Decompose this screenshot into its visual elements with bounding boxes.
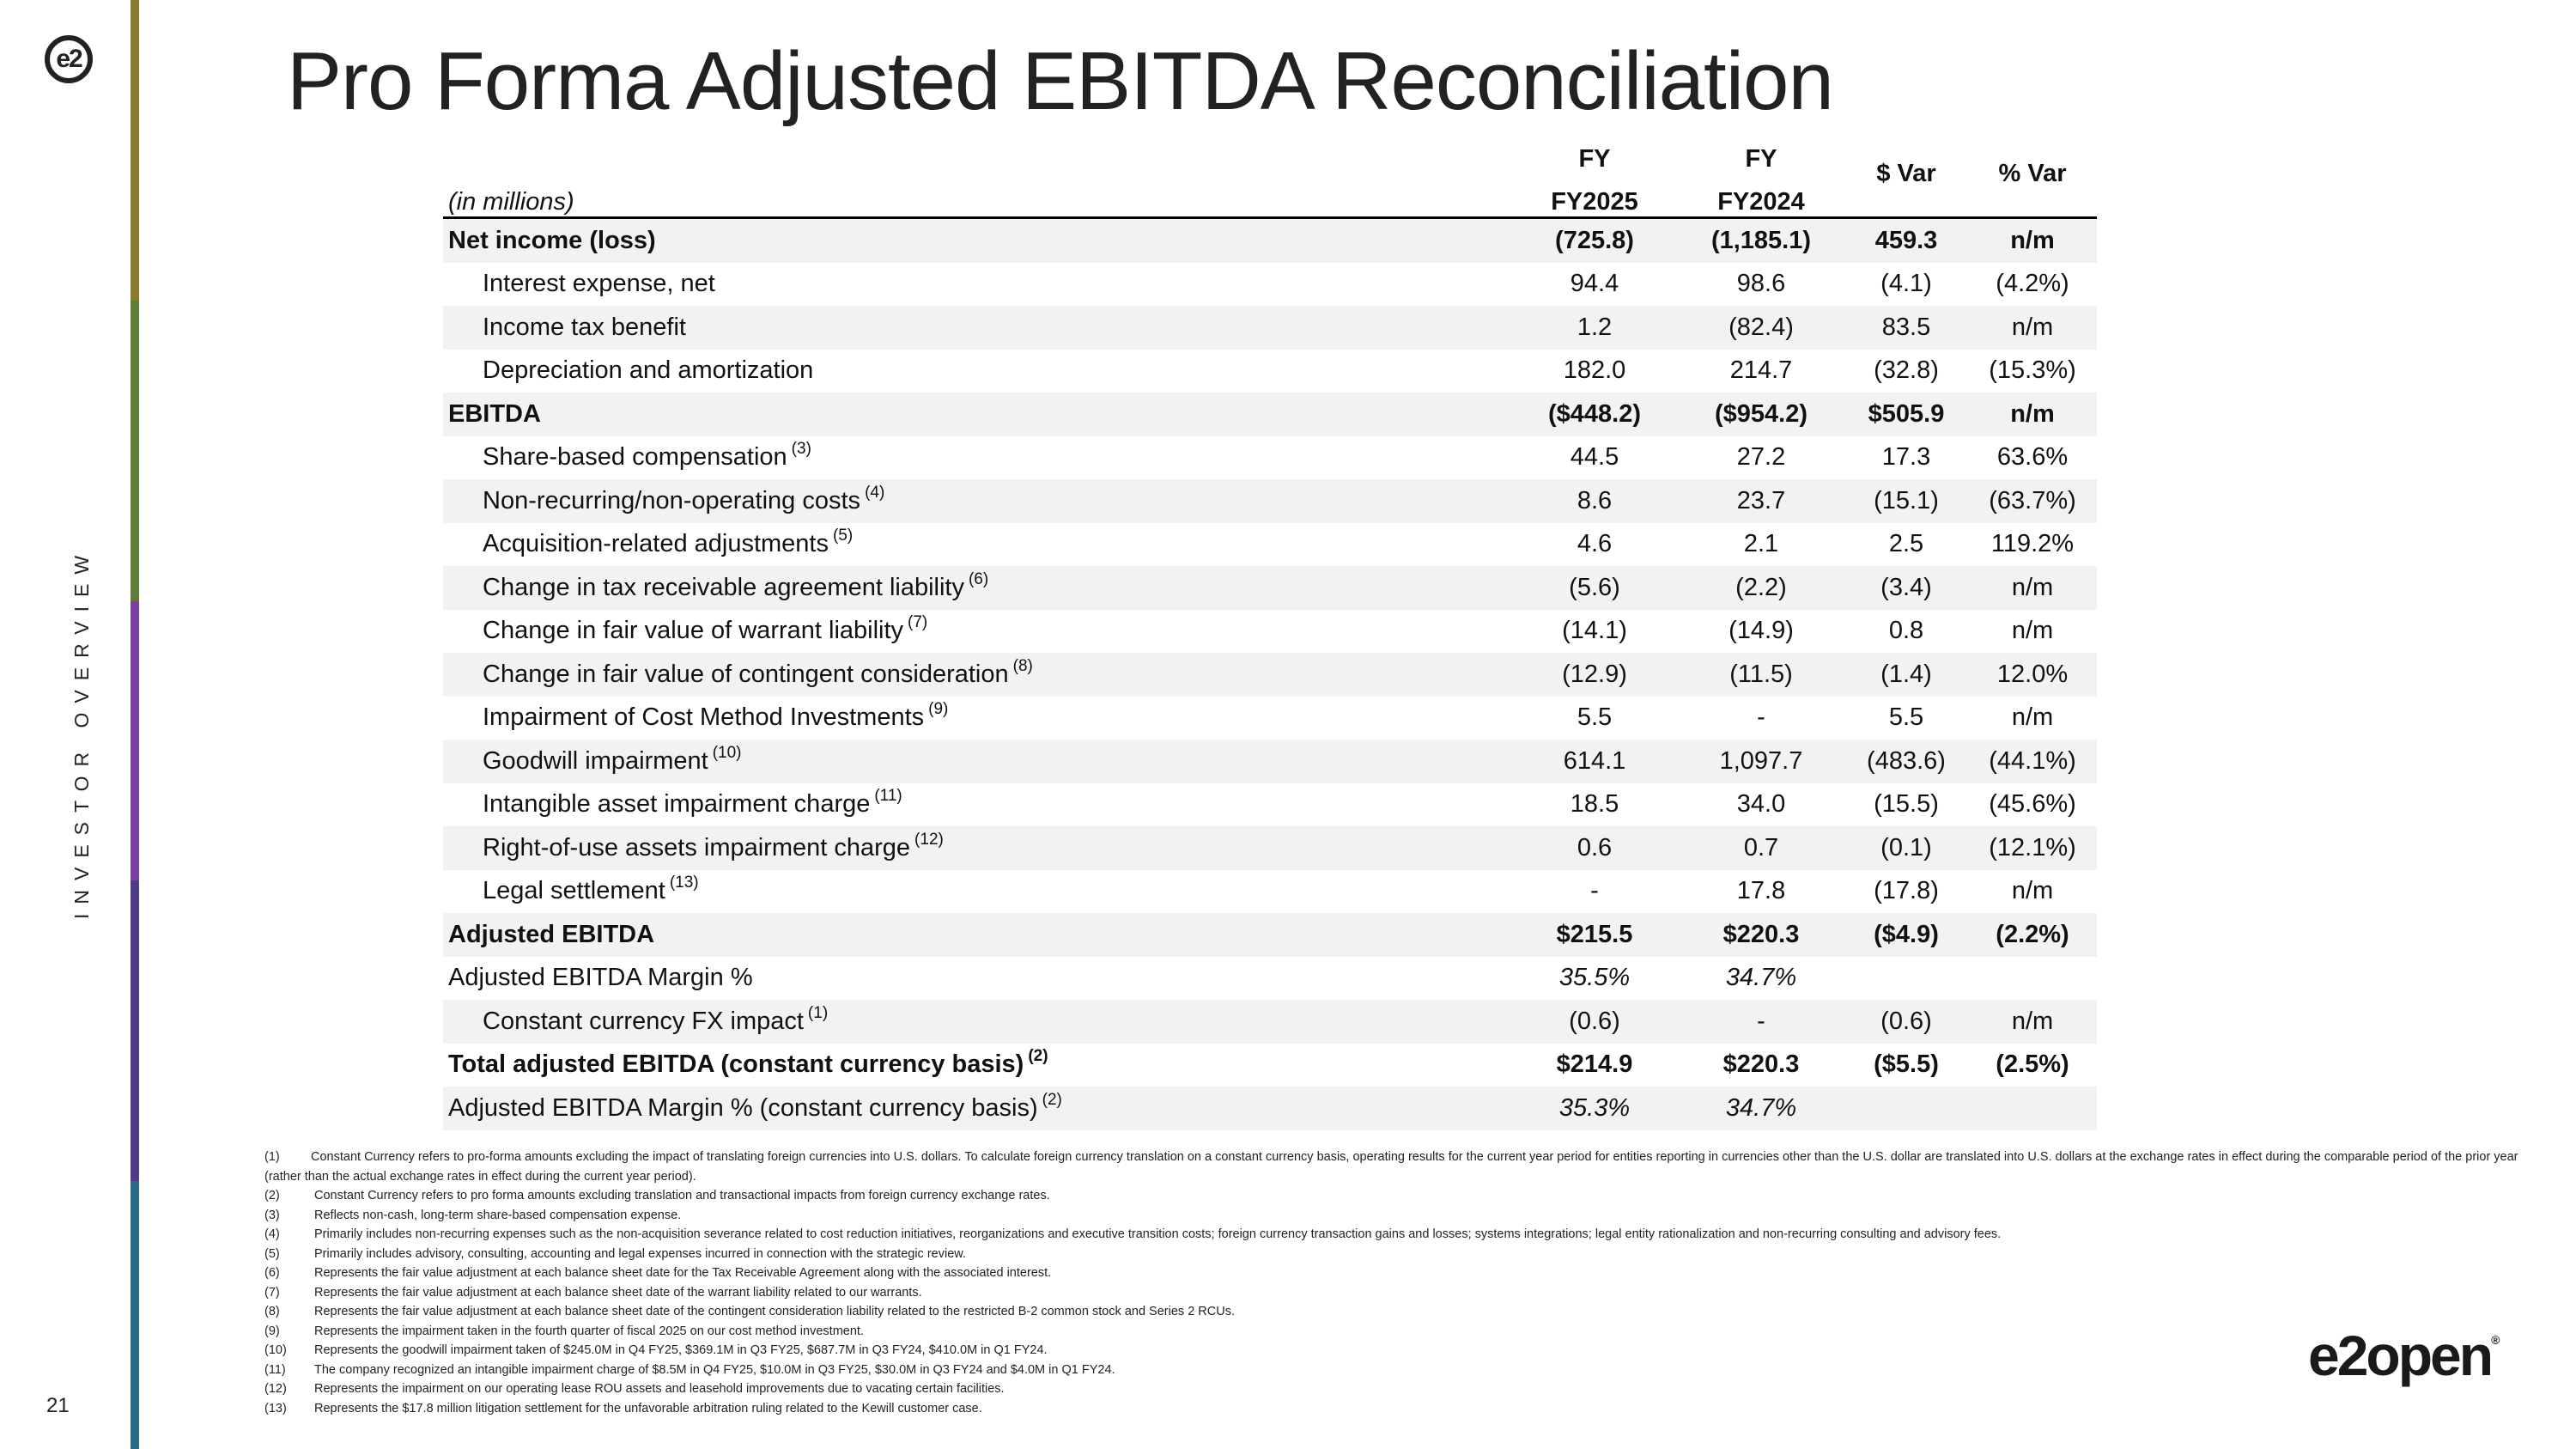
footnote-text: Reflects non-cash, long-term share-based compensation expense.: [314, 1208, 682, 1222]
footnote: [264, 1148, 2523, 1186]
table-row: [443, 393, 2097, 436]
footnote: [264, 1225, 2523, 1245]
row-label-text: Legal settlement: [483, 877, 665, 905]
cell-fy2025: (12.9): [1511, 653, 1678, 697]
row-label: [443, 218, 1511, 263]
cell-percent-var: n/m: [2011, 703, 2054, 732]
footnote-ref: (13): [669, 874, 699, 892]
cell-fy2024: -: [1678, 1000, 1844, 1044]
units-label: (in millions): [443, 174, 1511, 218]
cell-dollar-var: (17.8): [1874, 877, 1939, 905]
cell-dollar-var: 83.5: [1844, 306, 1968, 350]
cell-dollar-var: (15.1): [1844, 479, 1968, 523]
table-row: [443, 913, 2097, 957]
row-label: [443, 523, 1511, 567]
cell-fy2025: 18.5: [1570, 790, 1619, 819]
footnote-text: Represents the fair value adjustment at each balance sheet date for the Tax Receivable Agreement along with the associated interest.: [314, 1266, 1052, 1280]
accent-stripe-1: [131, 0, 139, 301]
row-label-text: Change in fair value of contingent consideration: [483, 660, 1009, 688]
cell-fy2024: (82.4): [1678, 306, 1844, 350]
cell-percent-var: n/m: [1968, 1000, 2097, 1044]
row-label-text: Income tax benefit: [483, 313, 686, 341]
cell-percent-var: (12.1%): [1968, 826, 2097, 870]
cell-fy2024: 214.7: [1729, 356, 1793, 385]
table-row: [443, 479, 2097, 523]
cell-percent-var: n/m: [1968, 306, 2097, 350]
col-header-fy2025-top: FY: [1578, 145, 1611, 173]
wordmark-text: e2open: [2308, 1324, 2492, 1387]
table-row: [443, 610, 2097, 654]
cell-dollar-var: 5.5: [1888, 703, 1924, 732]
table-row: [443, 1044, 2097, 1087]
e2-logo: e2: [45, 35, 93, 83]
footnote-text: Represents the fair value adjustment at each balance sheet date of the warrant liability related to our warrants.: [314, 1285, 922, 1300]
row-label: [443, 740, 1511, 783]
cell-dollar-var: 2.5: [1888, 530, 1924, 558]
table-row: [443, 436, 2097, 480]
cell-percent-var: (2.2%): [1968, 913, 2097, 957]
footnote-number: (6): [264, 1266, 280, 1280]
cell-fy2025: (725.8): [1511, 218, 1678, 263]
e2open-wordmark: [2308, 1323, 2500, 1388]
cell-fy2024: 0.7: [1678, 826, 1844, 870]
cell-fy2025: 35.3%: [1511, 1087, 1678, 1130]
section-label: INVESTOR OVERVIEW: [70, 545, 93, 919]
cell-percent-var: n/m: [2011, 617, 2054, 645]
footnote-text: Constant Currency refers to pro forma amounts excluding translation and transactional impacts from foreign currency exchange rates.: [314, 1189, 1050, 1202]
row-label-text: Share-based compensation: [483, 443, 787, 472]
cell-fy2024: 34.0: [1736, 790, 1786, 819]
cell-percent-var: 12.0%: [1968, 653, 2097, 697]
cell-fy2025: ($448.2): [1511, 393, 1678, 436]
footnote-number: (3): [264, 1208, 280, 1222]
cell-fy2024: ($954.2): [1678, 393, 1844, 436]
row-label: [443, 1000, 1511, 1044]
accent-stripe-2: [131, 301, 139, 601]
footnote-text: Primarily includes advisory, consulting, accounting and legal expenses incurred in connection with the strategic review.: [314, 1246, 966, 1261]
cell-dollar-var: ($5.5): [1874, 1050, 1939, 1079]
reconciliation-table: [443, 131, 2097, 1130]
footnote-number: (10): [264, 1343, 287, 1357]
footnote-text: Constant Currency refers to pro-forma amounts excluding the impact of translating foreign currencies into U.S. dollars. To calculate foreign currency translation on a constant currency basis, operating results for the current year period for entities reporting in currencies other than the U.S. dollar are translated into U.S. dollars at the exchange rates in effect during the comparable period of the prior year (rather than the actual exchange rates in effect during the current year period).: [264, 1150, 2518, 1184]
cell-fy2024: 1,097.7: [1678, 740, 1844, 783]
table-row: [443, 523, 2097, 567]
cell-percent-var: (63.7%): [1968, 479, 2097, 523]
cell-dollar-var: ($4.9): [1844, 913, 1968, 957]
table-row: [443, 566, 2097, 610]
row-label: [443, 306, 1511, 350]
cell-fy2024: 27.2: [1736, 443, 1786, 472]
row-label: [443, 826, 1511, 870]
cell-fy2025: -: [1590, 877, 1599, 905]
cell-fy2025: 182.0: [1563, 356, 1626, 385]
cell-fy2025: (0.6): [1511, 1000, 1678, 1044]
table-row: [443, 350, 2097, 393]
col-header-percent-var: % Var: [1968, 131, 2097, 218]
row-label: [443, 870, 1511, 914]
cell-percent-var: (45.6%): [1989, 790, 2076, 819]
cell-dollar-var: (4.1): [1880, 270, 1932, 298]
footnote-ref: (6): [968, 569, 989, 588]
row-label: [443, 653, 1511, 697]
footnote-number: (9): [264, 1324, 280, 1338]
cell-fy2025: (14.1): [1562, 617, 1627, 645]
footnote-ref: (8): [1012, 656, 1033, 675]
table-row: [443, 826, 2097, 870]
footnotes: [264, 1148, 2523, 1418]
row-label-text: Adjusted EBITDA: [448, 920, 655, 948]
page-number: 21: [46, 1394, 70, 1417]
cell-fy2024: $220.3: [1722, 1050, 1800, 1079]
cell-fy2025: $214.9: [1556, 1050, 1633, 1079]
row-label-text: Right-of-use assets impairment charge: [483, 833, 911, 861]
table-row: [443, 1000, 2097, 1044]
footnote: [264, 1322, 2523, 1342]
footnote-text: Represents the fair value adjustment at each balance sheet date of the contingent consideration liability related to the restricted B-2 common stock and Series 2 RCUs.: [314, 1305, 1235, 1318]
row-label: [443, 610, 1511, 654]
footnote: [264, 1245, 2523, 1264]
cell-fy2024: $220.3: [1678, 913, 1844, 957]
table-row: [443, 783, 2097, 827]
cell-fy2025: 614.1: [1511, 740, 1678, 783]
footnote-ref: (9): [928, 700, 949, 719]
cell-percent-var: n/m: [1968, 393, 2097, 436]
cell-fy2024: 34.7%: [1725, 964, 1797, 992]
col-header-dollar-var: $ Var: [1844, 131, 1968, 218]
row-label: [443, 350, 1511, 393]
footnote: [264, 1361, 2523, 1380]
cell-dollar-var: (1.4): [1844, 653, 1968, 697]
cell-percent-var: (15.3%): [1989, 356, 2076, 385]
row-label-text: Change in tax receivable agreement liability: [483, 573, 964, 601]
cell-dollar-var: 459.3: [1844, 218, 1968, 263]
cell-fy2025: 8.6: [1511, 479, 1678, 523]
row-label: [443, 393, 1511, 436]
cell-fy2024: (14.9): [1728, 617, 1794, 645]
cell-dollar-var: $505.9: [1844, 393, 1968, 436]
table-row: [443, 870, 2097, 914]
row-label-text: Total adjusted EBITDA (constant currency basis): [448, 1050, 1024, 1079]
footnote: [264, 1283, 2523, 1303]
footnote-text: Represents the $17.8 million litigation settlement for the unfavorable arbitration ruling related to the Kewill customer case.: [314, 1401, 982, 1416]
footnote-ref: (1): [807, 1003, 829, 1022]
row-label-text: Net income (loss): [448, 226, 656, 254]
footnote-number: (12): [264, 1382, 287, 1396]
footnote-ref: (5): [832, 527, 854, 545]
col-header-fy2025: FY2025: [1511, 174, 1678, 218]
cell-percent-var: [1968, 957, 2097, 1001]
table-body: [443, 218, 2097, 1130]
cell-percent-var: 119.2%: [1990, 530, 2075, 558]
registered-mark-icon: ®: [2491, 1333, 2500, 1347]
row-label: [443, 1087, 1511, 1130]
footnote-number: (4): [264, 1227, 280, 1241]
row-label-text: Change in fair value of warrant liability: [483, 617, 904, 645]
cell-fy2025: 94.4: [1570, 270, 1619, 298]
cell-fy2024: (1,185.1): [1678, 218, 1844, 263]
cell-percent-var: n/m: [1968, 218, 2097, 263]
cell-fy2024: 98.6: [1736, 270, 1786, 298]
cell-fy2025: 0.6: [1511, 826, 1678, 870]
cell-percent-var: [1968, 1087, 2097, 1130]
footnote-text: Represents the impairment taken in the fourth quarter of fiscal 2025 on our cost method investment.: [314, 1324, 864, 1338]
cell-fy2025: 44.5: [1570, 443, 1619, 472]
row-label-text: Intangible asset impairment charge: [483, 790, 871, 819]
row-label: [443, 697, 1511, 740]
table-row: [443, 957, 2097, 1001]
table-row: [443, 306, 2097, 350]
footnote: [264, 1379, 2523, 1399]
footnote: [264, 1263, 2523, 1283]
cell-dollar-var: (0.6): [1844, 1000, 1968, 1044]
cell-percent-var: (2.5%): [1996, 1050, 2069, 1079]
table-row: [443, 697, 2097, 740]
row-label: [443, 957, 1511, 1001]
footnote-text: Represents the impairment on our operating lease ROU assets and leasehold improvements due to vacating certain facilities.: [314, 1382, 1005, 1396]
cell-fy2025: $215.5: [1511, 913, 1678, 957]
footnote-number: (11): [264, 1362, 286, 1377]
row-label-text: Adjusted EBITDA Margin % (constant currency basis): [448, 1093, 1038, 1122]
cell-percent-var: n/m: [2011, 877, 2054, 905]
footnote-number: (8): [264, 1305, 280, 1318]
row-label: [443, 783, 1511, 827]
table-row: [443, 218, 2097, 263]
cell-fy2024: (2.2): [1678, 566, 1844, 610]
footnote-ref: (4): [865, 483, 885, 502]
footnote: [264, 1206, 2523, 1226]
footnote: [264, 1341, 2523, 1361]
cell-dollar-var: [1844, 1087, 1968, 1130]
table-row: [443, 263, 2097, 307]
cell-fy2024: 34.7%: [1678, 1087, 1844, 1130]
cell-fy2025: 35.5%: [1558, 964, 1631, 992]
cell-fy2025: 4.6: [1577, 530, 1613, 558]
row-label-text: Impairment of Cost Method Investments: [483, 703, 925, 732]
cell-dollar-var: (0.1): [1844, 826, 1968, 870]
cell-percent-var: (4.2%): [1996, 270, 2069, 298]
cell-fy2024: (11.5): [1678, 653, 1844, 697]
footnote: [264, 1186, 2523, 1206]
footnote-text: The company recognized an intangible impairment charge of $8.5M in Q4 FY25, $10.0M in Q3 FY25, $30.0M in Q3 FY24 and $4.0M in Q1 FY24.: [314, 1362, 1115, 1377]
cell-dollar-var: (3.4): [1844, 566, 1968, 610]
row-label: [443, 479, 1511, 523]
cell-dollar-var: (32.8): [1874, 356, 1939, 385]
footnote-ref: (10): [712, 743, 742, 762]
cell-percent-var: n/m: [1968, 566, 2097, 610]
accent-stripe-4: [131, 880, 139, 1181]
row-label-text: Depreciation and amortization: [483, 356, 814, 385]
row-label-text: Acquisition-related adjustments: [483, 530, 829, 558]
footnote-ref: (12): [914, 830, 944, 849]
row-label-text: Adjusted EBITDA Margin %: [448, 964, 753, 992]
row-label: [443, 1044, 1511, 1087]
cell-percent-var: 63.6%: [1996, 443, 2069, 472]
cell-dollar-var: (15.5): [1874, 790, 1939, 819]
cell-fy2025: 1.2: [1511, 306, 1678, 350]
row-label-text: Non-recurring/non-operating costs: [483, 486, 861, 514]
cell-fy2025: 5.5: [1577, 703, 1613, 732]
accent-stripe-5: [131, 1181, 139, 1449]
cell-dollar-var: 0.8: [1888, 617, 1924, 645]
row-label: [443, 263, 1511, 307]
cell-percent-var: (44.1%): [1968, 740, 2097, 783]
col-header-fy2024: FY2024: [1678, 174, 1844, 218]
page-title: Pro Forma Adjusted EBITDA Reconciliation: [287, 35, 1833, 127]
footnote-ref: (7): [908, 613, 928, 632]
cell-fy2024: 23.7: [1678, 479, 1844, 523]
cell-fy2024: 2.1: [1743, 530, 1779, 558]
cell-dollar-var: [1844, 957, 1968, 1001]
row-label: [443, 913, 1511, 957]
header-row-1: [443, 131, 2097, 174]
footnote-number: (5): [264, 1246, 280, 1261]
row-label-text: Constant currency FX impact: [483, 1007, 804, 1035]
cell-fy2025: (5.6): [1511, 566, 1678, 610]
footnote-number: (2): [264, 1189, 280, 1202]
footnote-number: (1): [264, 1150, 280, 1164]
row-label-text: EBITDA: [448, 399, 541, 428]
footnote: [264, 1302, 2523, 1322]
row-label-text: Goodwill impairment: [483, 746, 708, 775]
footnote-number: (13): [264, 1401, 287, 1416]
accent-stripe-3: [131, 601, 139, 880]
cell-dollar-var: 17.3: [1881, 443, 1931, 472]
cell-dollar-var: (483.6): [1844, 740, 1968, 783]
header-spacer: [443, 131, 1511, 174]
cell-fy2024: -: [1757, 703, 1765, 732]
footnote: [264, 1399, 2523, 1419]
footnote-number: (7): [264, 1285, 280, 1300]
footnote-ref: (11): [874, 787, 902, 806]
row-label: [443, 436, 1511, 480]
footnote-text: Represents the goodwill impairment taken of $245.0M in Q4 FY25, $369.1M in Q3 FY25, $687.7M in Q3 FY24, $410.0M in Q1 FY24.: [314, 1343, 1048, 1357]
footnote-ref: (3): [791, 440, 811, 459]
row-label-text: Interest expense, net: [483, 270, 715, 298]
col-header-fy2024-top: FY: [1745, 145, 1777, 173]
table-row: [443, 653, 2097, 697]
cell-fy2024: 17.8: [1736, 877, 1786, 905]
row-label: [443, 566, 1511, 610]
footnote-text: Primarily includes non-recurring expenses such as the non-acquisition severance related to cost reduction initiatives, reorganizations and executive transition costs; foreign currency transaction gains and losses; systems integrations; legal entity rationalization and non-recurring consulting and advisory fees.: [314, 1227, 2002, 1241]
footnote-ref: (2): [1042, 1090, 1062, 1109]
footnote-ref: (2): [1028, 1047, 1048, 1066]
table-row: [443, 740, 2097, 783]
table-row: [443, 1087, 2097, 1130]
